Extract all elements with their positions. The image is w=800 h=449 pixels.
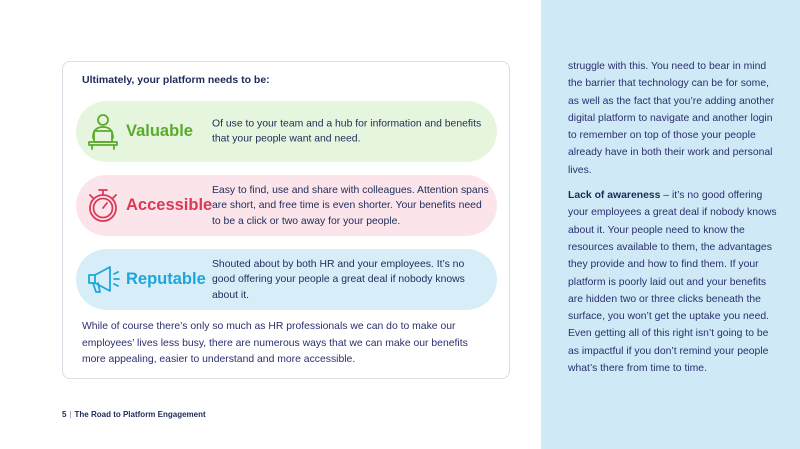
footer-separator: | bbox=[69, 410, 72, 419]
reputable-label: Reputable bbox=[126, 270, 206, 288]
reputable-pill bbox=[76, 249, 497, 310]
page-footer bbox=[62, 410, 206, 419]
valuable-label: Valuable bbox=[126, 122, 193, 140]
platform-needs-card bbox=[62, 61, 510, 379]
valuable-pill bbox=[76, 101, 497, 162]
valuable-description: Of use to your team and a hub for information and benefits that your people want and need. bbox=[212, 118, 482, 145]
document-title: The Road to Platform Engagement bbox=[74, 410, 206, 419]
right-paragraph-2-text: – it’s no good offering your employees a great deal if nobody knows about it. Your people need to know the resources available to them, the advantages they provide and how to find them. If your platform is poorly laid out and your benefits are hidden two or three clicks beneath the surface, you won’t get the uptake you need. Even getting all of this right isn’t going to be as impactful if you don’t remind your people what’s there from time to time. bbox=[568, 190, 777, 375]
reputable-description: Shouted about by both HR and your employees. It’s no good offering your people a great deal if nobody knows about it. bbox=[212, 258, 465, 301]
accessible-pill bbox=[76, 175, 497, 236]
megaphone-icon bbox=[84, 259, 122, 299]
page-number: 5 bbox=[62, 410, 67, 419]
card-body-text: While of course there’s only so much as HR professionals we can do to make our employees’ lives less busy, there are numerous ways that we can make our benefits more appealing, easier to understand and more accessible. bbox=[82, 321, 468, 365]
accessible-label: Accessible bbox=[126, 196, 213, 214]
stopwatch-icon bbox=[84, 185, 122, 225]
right-paragraph-1: struggle with this. You need to bear in mind the barrier that technology can be for some, as well as the fact that you’re adding another digital platform to navigate and another login to remember on top of those your people already have in both their work and personal lives. bbox=[568, 61, 775, 176]
lack-of-awareness-heading: Lack of awareness bbox=[568, 190, 661, 202]
person-at-laptop-icon bbox=[84, 111, 122, 151]
right-paragraph-2 bbox=[568, 187, 778, 377]
accessible-description: Easy to find, use and share with colleagues. Attention spans are short, and free time is even shorter. Your benefits need to be a click or two away for your people. bbox=[212, 184, 489, 227]
right-column-text bbox=[568, 58, 778, 385]
card-title: Ultimately, your platform needs to be: bbox=[82, 74, 270, 86]
